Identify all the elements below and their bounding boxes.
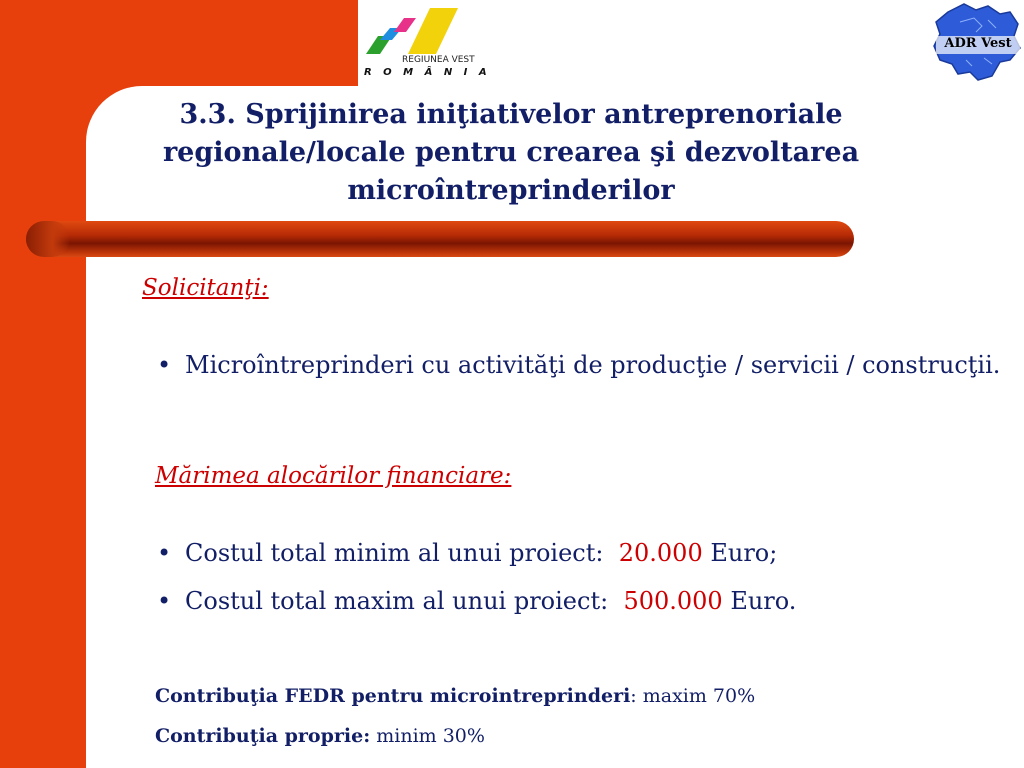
list-item bbox=[155, 582, 1015, 620]
min-cost-label: Costul total minim al unui proiect: bbox=[185, 539, 619, 567]
fedr-contribution-label: Contribuţia FEDR pentru microintreprinderi bbox=[155, 685, 631, 707]
min-cost-currency: Euro; bbox=[702, 539, 778, 567]
financial-allocation-list bbox=[155, 534, 1015, 630]
title-line-2: regionale/locale pentru crearea şi dezvoltarea bbox=[162, 137, 860, 168]
logo-bar-pink bbox=[394, 18, 416, 32]
list-item bbox=[155, 346, 1015, 384]
bullet-icon: • bbox=[157, 587, 172, 615]
title-line-1: 3.3. Sprijinirea iniţiativelor antreprenoriale bbox=[179, 99, 843, 130]
own-contribution-label: Contribuţia proprie: bbox=[155, 725, 371, 747]
own-contribution bbox=[155, 723, 485, 749]
max-cost-label: Costul total maxim al unui proiect: bbox=[185, 587, 624, 615]
regiunea-vest-label: REGIUNEA VEST bbox=[402, 55, 475, 65]
title-divider-bar-cap bbox=[26, 221, 70, 257]
financial-allocation-heading: Mărimea alocărilor financiare: bbox=[155, 463, 512, 489]
fedr-contribution bbox=[155, 683, 755, 709]
bullet-icon: • bbox=[157, 539, 172, 567]
applicants-item-text: Microîntreprinderi cu activităţi de producţie / servicii / construcţii. bbox=[185, 351, 1001, 379]
min-cost-amount: 20.000 bbox=[618, 539, 703, 567]
list-item bbox=[155, 534, 1015, 572]
own-contribution-value: minim 30% bbox=[370, 725, 485, 747]
title-line-3: microîntreprinderilor bbox=[347, 175, 675, 206]
max-cost-currency: Euro. bbox=[722, 587, 797, 615]
bullet-icon: • bbox=[157, 351, 172, 379]
max-cost-amount: 500.000 bbox=[623, 587, 723, 615]
romania-label: R O M Â N I A bbox=[364, 67, 491, 78]
adr-vest-logo bbox=[930, 2, 1022, 82]
applicants-list bbox=[155, 346, 1015, 384]
logo-bar-yellow bbox=[408, 8, 458, 54]
slide-title bbox=[86, 96, 936, 210]
applicants-heading: Solicitanţi: bbox=[142, 275, 269, 301]
regiunea-vest-logo bbox=[360, 4, 491, 80]
fedr-contribution-value: : maxim 70% bbox=[630, 685, 756, 707]
title-divider-bar bbox=[26, 221, 854, 257]
regiunea-vest-logo-graphic bbox=[360, 4, 480, 56]
adr-vest-label: ADR Vest bbox=[936, 36, 1020, 54]
